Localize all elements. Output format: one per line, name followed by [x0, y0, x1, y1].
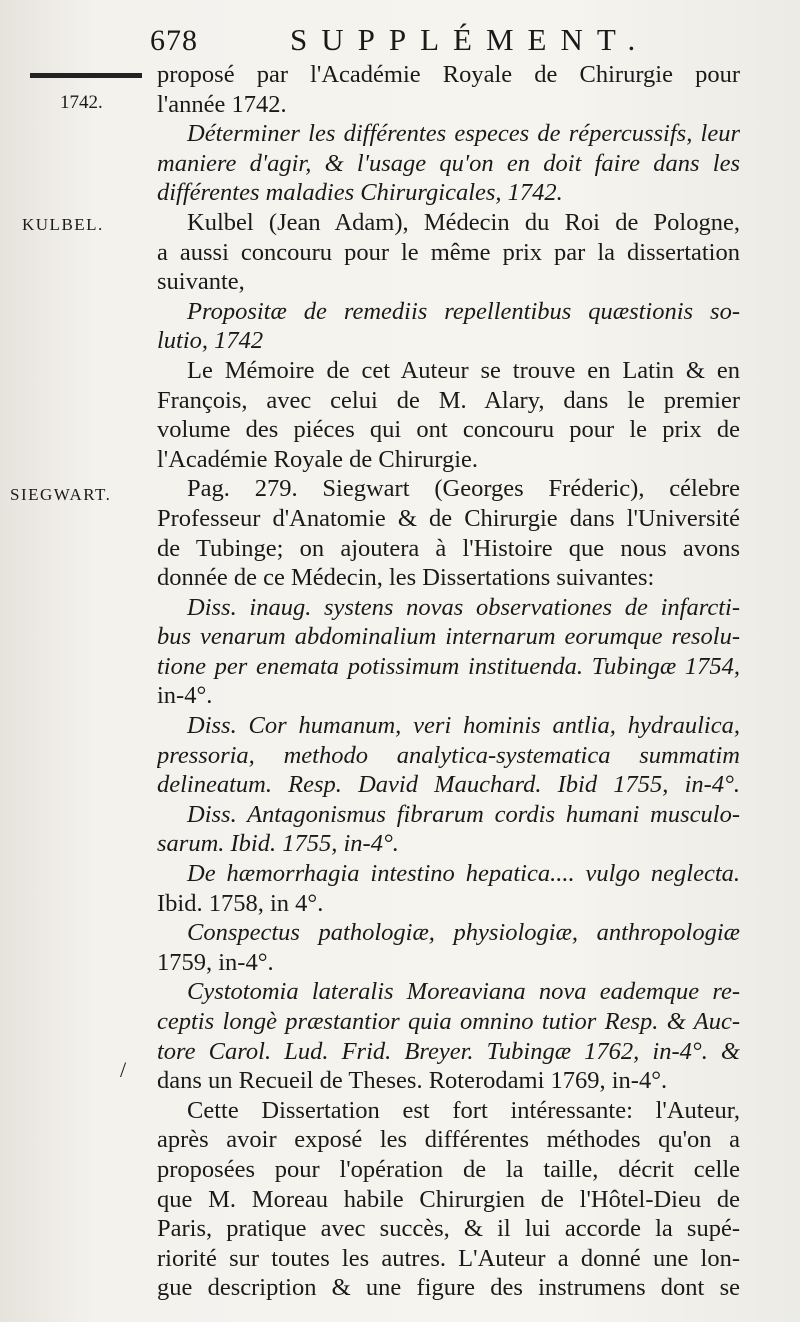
- text-line: dans un Recueil de Theses. Roterodami 1769, in-4°.: [157, 1067, 668, 1095]
- text-line: proposé par l'Académie Royale de Chirurgie pour: [157, 61, 740, 88]
- text-line: de Tubinge; on ajoutera à l'Histoire que nous avons: [157, 534, 740, 562]
- running-title: SUPPLÉMENT.: [290, 22, 650, 57]
- text-line: l'Académie Royale de Chirurgie.: [157, 445, 479, 473]
- text-line: François, avec celui de M. Alary, dans le premier: [157, 386, 740, 414]
- text-line: Diss. Antagonismus fibrarum cordis humani musculo-: [187, 800, 740, 828]
- margin-note-year: 1742.: [60, 92, 103, 113]
- text-line: tione per enemata potissimum instituenda. Tubingæ 1754,: [157, 652, 740, 680]
- text-line: Professeur d'Anatomie & de Chirurgie dans l'Université: [157, 504, 740, 532]
- text-line: l'année 1742.: [157, 90, 287, 118]
- page-number: 678: [150, 24, 198, 57]
- text-line: sarum. Ibid. 1755, in-4°.: [157, 830, 399, 858]
- text-line: in-4°.: [157, 682, 213, 710]
- text-line: delineatum. Resp. David Mauchard. Ibid 1755, in-4°.: [157, 771, 740, 799]
- text-line: Kulbel (Jean Adam), Médecin du Roi de Pologne,: [187, 208, 740, 236]
- margin-note-kulbel: KULBEL.: [22, 215, 104, 234]
- text-line: proposées pour l'opération de la taille, décrit celle: [157, 1155, 740, 1183]
- text-line: Déterminer les différentes especes de répercussifs, leur: [187, 120, 740, 148]
- text-line: pressoria, methodo analytica-systematica summatim: [157, 741, 740, 769]
- text-line: Diss. inaug. systens novas observationes de infarcti-: [187, 593, 740, 621]
- text-line: bus venarum abdominalium internarum eorumque resolu-: [157, 623, 740, 651]
- text-line: Cystotomia lateralis Moreaviana nova eademque re-: [187, 978, 740, 1006]
- text-line: Propositæ de remediis repellentibus quæstionis so-: [187, 297, 740, 325]
- page-header: [150, 18, 790, 58]
- text-line: a aussi concouru pour le même prix par la dissertation: [157, 238, 740, 266]
- text-line: ceptis longè præstantior quia omnino tutior Resp. & Auc-: [157, 1008, 740, 1035]
- text-line: Conspectus pathologiæ, physiologiæ, anthropologiæ: [187, 919, 740, 947]
- text-line: suivante,: [157, 268, 245, 296]
- text-line: Pag. 279. Siegwart (Georges Fréderic), célebre: [187, 475, 740, 503]
- text-line: Diss. Cor humanum, veri hominis antlia, hydraulica,: [187, 712, 740, 740]
- text-line: De hæmorrhagia intestino hepatica.... vulgo neglecta.: [187, 860, 740, 888]
- text-line: Le Mémoire de cet Auteur se trouve en Latin & en: [187, 356, 740, 384]
- margin-rule: [30, 73, 142, 78]
- text-line: 1759, in-4°.: [157, 948, 274, 976]
- text-line: donnée de ce Médecin, les Dissertations suivantes:: [157, 564, 655, 592]
- text-line: que M. Moreau habile Chirurgien de l'Hôtel-Dieu de: [157, 1185, 740, 1213]
- margin-mark: /: [120, 1057, 127, 1082]
- text-line: Paris, pratique avec succès, & il lui accorde la supé-: [157, 1215, 740, 1243]
- text-line: riorité sur toutes les autres. L'Auteur a donné une lon-: [157, 1244, 740, 1272]
- body-text: [157, 60, 740, 1303]
- text-line: gue description & une figure des instrumens dont se: [157, 1274, 740, 1302]
- text-line: Ibid. 1758, in 4°.: [157, 889, 324, 917]
- text-line: tore Carol. Lud. Frid. Breyer. Tubingæ 1762, in-4°. &: [157, 1037, 740, 1065]
- text-line: volume des piéces qui ont concouru pour le prix de: [157, 416, 740, 444]
- text-line: différentes maladies Chirurgicales, 1742.: [157, 179, 563, 207]
- text-line: lutio, 1742: [157, 327, 264, 355]
- text-line: après avoir exposé les différentes méthodes qu'on a: [157, 1126, 740, 1154]
- text-line: Cette Dissertation est fort intéressante: l'Auteur,: [187, 1096, 740, 1124]
- text-line: maniere d'agir, & l'usage qu'on en doit faire dans les: [157, 149, 740, 177]
- margin-note-siegwart: SIEGWART.: [10, 485, 112, 504]
